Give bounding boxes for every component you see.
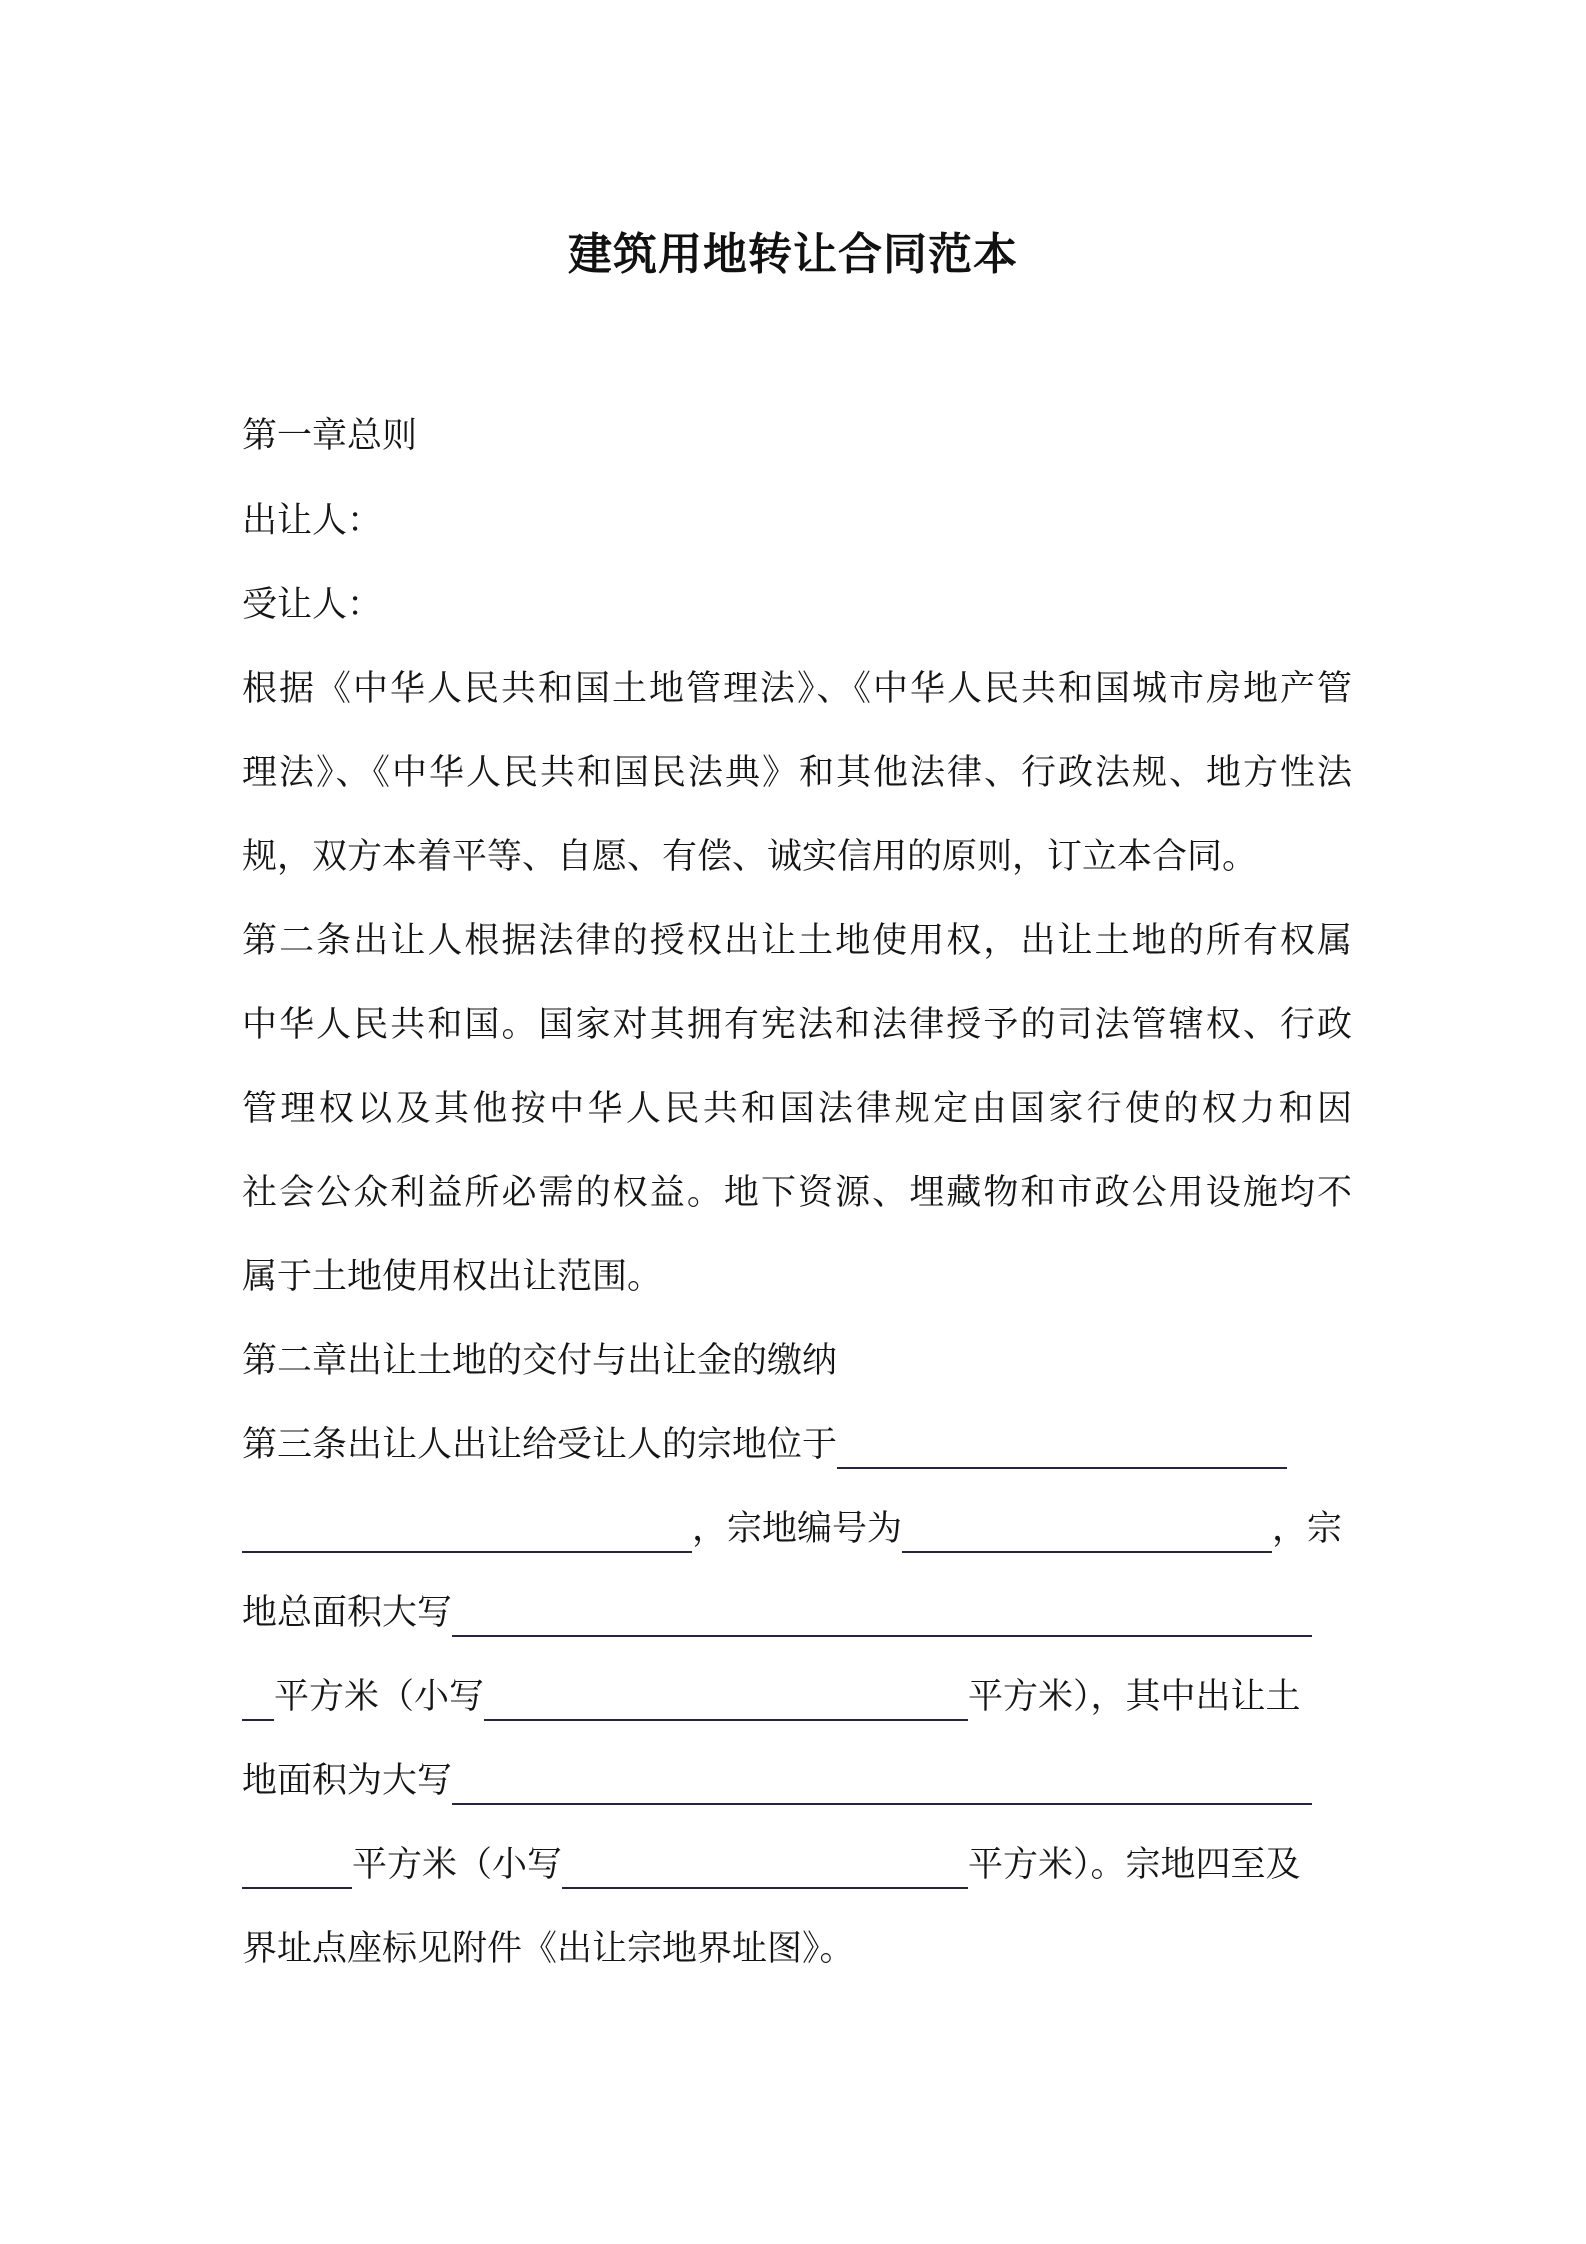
transfer-area-uppercase-blank-field[interactable] bbox=[452, 1763, 1312, 1805]
location-blank-field[interactable] bbox=[837, 1427, 1287, 1469]
parcel-number-blank-field[interactable] bbox=[902, 1511, 1272, 1553]
transferee-label: 受让人： bbox=[242, 585, 383, 625]
location-blank-field-continued[interactable] bbox=[242, 1511, 692, 1553]
article-two-line: 社会公众利益所必需的权益。地下资源、埋藏物和市政公用设施均不 bbox=[242, 1173, 1352, 1213]
article-three-text: 地面积为大写 bbox=[242, 1761, 453, 1801]
article-three-line bbox=[242, 1505, 1352, 1553]
article-two-line: 中华人民共和国。国家对其拥有宪法和法律授予的司法管辖权、行政 bbox=[242, 1005, 1352, 1045]
article-three-line bbox=[242, 1841, 1352, 1889]
article-three-text: ，宗地编号为 bbox=[692, 1509, 903, 1549]
chapter-two-heading: 第二章出让土地的交付与出让金的缴纳 bbox=[242, 1341, 838, 1381]
article-three-text: 地总面积大写 bbox=[242, 1593, 453, 1633]
basis-paragraph-line: 根据《中华人民共和国土地管理法》、《中华人民共和国城市房地产管 bbox=[242, 669, 1352, 709]
transfer-area-lowercase-blank-field[interactable] bbox=[562, 1847, 968, 1889]
article-three-text: 平方米（小写 bbox=[352, 1845, 563, 1885]
total-area-uppercase-blank-field[interactable] bbox=[452, 1595, 1312, 1637]
article-three-line bbox=[242, 1673, 1352, 1721]
transferor-label: 出让人： bbox=[242, 501, 383, 541]
article-three-text: ，宗 bbox=[1272, 1509, 1343, 1549]
article-two-line: 管理权以及其他按中华人民共和国法律规定由国家行使的权力和因 bbox=[242, 1089, 1352, 1129]
article-three-line: 界址点座标见附件《出让宗地界址图》。 bbox=[242, 1929, 855, 1969]
total-area-lowercase-blank-field[interactable] bbox=[484, 1679, 968, 1721]
basis-paragraph-line: 规，双方本着平等、自愿、有偿、诚实信用的原则，订立本合同。 bbox=[242, 837, 1258, 877]
article-two-line: 第二条出让人根据法律的授权出让土地使用权，出让土地的所有权属 bbox=[242, 921, 1352, 961]
chapter-one-heading: 第一章总则 bbox=[242, 416, 418, 456]
article-three-line bbox=[242, 1421, 1352, 1469]
article-three-text: 平方米（小写 bbox=[274, 1677, 485, 1717]
article-three-line bbox=[242, 1589, 1352, 1637]
transfer-area-uppercase-blank-field-continued[interactable] bbox=[242, 1847, 352, 1889]
basis-paragraph-line: 理法》、《中华人民共和国民法典》和其他法律、行政法规、地方性法 bbox=[242, 753, 1352, 793]
total-area-uppercase-blank-field-continued[interactable] bbox=[242, 1679, 274, 1721]
document-title: 建筑用地转让合同范本 bbox=[568, 229, 1018, 280]
article-three-line bbox=[242, 1757, 1352, 1805]
article-two-line: 属于土地使用权出让范围。 bbox=[242, 1257, 663, 1297]
article-three-text: 第三条出让人出让给受让人的宗地位于 bbox=[242, 1425, 838, 1465]
article-three-text: 平方米），其中出让土 bbox=[968, 1677, 1301, 1717]
article-three-text: 平方米）。宗地四至及 bbox=[968, 1845, 1301, 1885]
